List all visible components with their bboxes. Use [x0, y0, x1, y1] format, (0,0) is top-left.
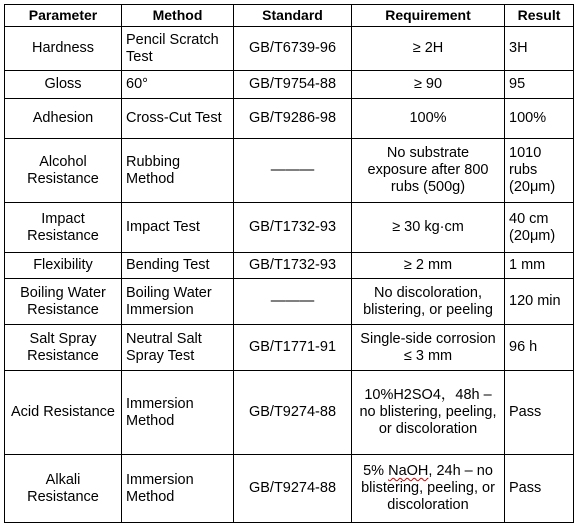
header-parameter: Parameter — [5, 5, 122, 27]
cell-method: Bending Test — [122, 253, 234, 279]
table-row — [5, 71, 574, 99]
cell-parameter: Gloss — [5, 71, 122, 99]
cell-standard: ——— — [234, 139, 352, 203]
cell-result: 3H — [505, 27, 574, 71]
cell-parameter: Hardness — [5, 27, 122, 71]
cell-parameter: Acid Resistance — [5, 371, 122, 455]
header-standard: Standard — [234, 5, 352, 27]
cell-parameter: Alkali Resistance — [5, 455, 122, 523]
table-row — [5, 99, 574, 139]
header-requirement: Requirement — [352, 5, 505, 27]
cell-result: 100% — [505, 99, 574, 139]
cell-method: Rubbing Method — [122, 139, 234, 203]
cell-parameter: Adhesion — [5, 99, 122, 139]
cell-parameter: Salt Spray Resistance — [5, 325, 122, 371]
cell-method: Pencil Scratch Test — [122, 27, 234, 71]
requirement-suffix: , 24h – no blistering, peeling, or discoloration — [361, 463, 495, 513]
cell-result: 1010 rubs (20μm) — [505, 139, 574, 203]
cell-result: 95 — [505, 71, 574, 99]
cell-parameter: Boiling Water Resistance — [5, 279, 122, 325]
cell-result: Pass — [505, 455, 574, 523]
cell-standard: GB/T9286-98 — [234, 99, 352, 139]
table-row — [5, 325, 574, 371]
naoh-text: NaOH — [388, 463, 429, 479]
cell-method: Immersion Method — [122, 455, 234, 523]
table-row — [5, 203, 574, 253]
cell-requirement: No discoloration, blistering, or peeling — [352, 279, 505, 325]
cell-result: Pass — [505, 371, 574, 455]
cell-parameter: Flexibility — [5, 253, 122, 279]
cell-requirement: 10%H2SO4，48h – no blistering, peeling, or discoloration — [352, 371, 505, 455]
header-row — [5, 5, 574, 27]
cell-standard: GB/T6739-96 — [234, 27, 352, 71]
cell-result: 40 cm (20μm) — [505, 203, 574, 253]
cell-method: Neutral Salt Spray Test — [122, 325, 234, 371]
cell-standard: GB/T1732-93 — [234, 253, 352, 279]
cell-requirement: Single-side corrosion ≤ 3 mm — [352, 325, 505, 371]
cell-requirement: ≥ 2 mm — [352, 253, 505, 279]
cell-standard: GB/T9754-88 — [234, 71, 352, 99]
table-row — [5, 139, 574, 203]
requirement-prefix: 5% — [363, 463, 389, 479]
cell-requirement — [352, 455, 505, 523]
cell-requirement: ≥ 2H — [352, 27, 505, 71]
header-method: Method — [122, 5, 234, 27]
cell-requirement: ≥ 30 kg·cm — [352, 203, 505, 253]
cell-requirement: ≥ 90 — [352, 71, 505, 99]
cell-requirement: 100% — [352, 99, 505, 139]
table-row — [5, 253, 574, 279]
cell-method: Cross-Cut Test — [122, 99, 234, 139]
cell-parameter: Alcohol Resistance — [5, 139, 122, 203]
cell-standard: GB/T1771-91 — [234, 325, 352, 371]
header-result: Result — [505, 5, 574, 27]
cell-method: Impact Test — [122, 203, 234, 253]
cell-method: Immersion Method — [122, 371, 234, 455]
cell-result: 96 h — [505, 325, 574, 371]
cell-standard: GB/T9274-88 — [234, 455, 352, 523]
cell-standard: GB/T1732-93 — [234, 203, 352, 253]
cell-result: 1 mm — [505, 253, 574, 279]
table-row — [5, 455, 574, 523]
table-row — [5, 371, 574, 455]
cell-method: 60° — [122, 71, 234, 99]
table-row — [5, 279, 574, 325]
cell-standard: ——— — [234, 279, 352, 325]
spec-table — [4, 4, 574, 523]
cell-method: Boiling Water Immersion — [122, 279, 234, 325]
cell-result: 120 min — [505, 279, 574, 325]
cell-standard: GB/T9274-88 — [234, 371, 352, 455]
cell-parameter: Impact Resistance — [5, 203, 122, 253]
cell-requirement: No substrate exposure after 800 rubs (500g) — [352, 139, 505, 203]
table-row — [5, 27, 574, 71]
